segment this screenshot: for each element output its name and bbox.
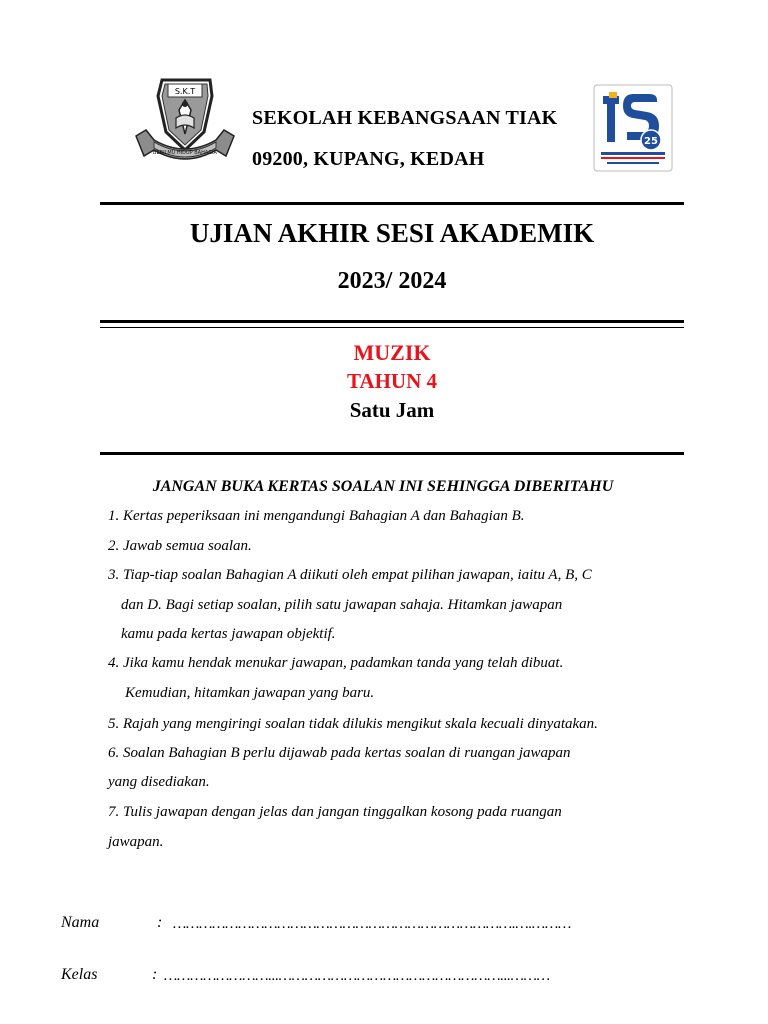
class-label: Kelas — [61, 966, 98, 983]
exam-title: UJIAN AKHIR SESI AKADEMIK — [189, 218, 595, 248]
school-name: SEKOLAH KEBANGSAAN TIAK — [252, 107, 558, 129]
header-divider — [100, 202, 684, 205]
title-divider-top — [100, 320, 684, 323]
class-field[interactable]: ……………………...……………………………………………...……… — [164, 968, 550, 984]
subject-name: MUZIK — [353, 340, 431, 365]
exam-duration: Satu Jam — [349, 398, 435, 422]
instruction-line: 7. Tulis jawapan dengan jelas dan jangan tinggalkan kosong pada ruangan — [108, 804, 562, 820]
crest-motto: BERILMU HIDUP BAHAGIA — [153, 150, 217, 156]
crest-initials: S.K.T — [174, 87, 196, 96]
instruction-line: dan D. Bagi setiap soalan, pilih satu jawapan sahaja. Hitamkan jawapan — [121, 597, 563, 613]
instruction-warning: JANGAN BUKA KERTAS SOALAN INI SEHINGGA DIBERITAHU — [152, 478, 614, 495]
instruction-line: jawapan. — [108, 834, 164, 850]
class-colon: : — [152, 966, 158, 983]
instruction-line: 4. Jika kamu hendak menukar jawapan, padamkan tanda yang telah dibuat. — [108, 655, 564, 671]
instruction-line: kamu pada kertas jawapan objektif. — [121, 626, 336, 642]
programme-logo — [593, 84, 673, 172]
name-label: Nama — [61, 914, 100, 931]
title-divider-bottom — [100, 327, 684, 328]
instruction-line: yang disediakan. — [108, 774, 210, 790]
instruction-line: 5. Rajah yang mengiringi soalan tidak dilukis mengikut skala kecuali dinyatakan. — [108, 716, 598, 732]
exam-year: 2023/ 2024 — [337, 268, 447, 294]
name-field[interactable]: …………………………………………………………………….….……… — [173, 916, 572, 932]
instruction-line: Kemudian, hitamkan jawapan yang baru. — [125, 685, 375, 701]
name-colon: : — [157, 914, 163, 931]
instruction-line: 6. Soalan Bahagian B perlu dijawab pada kertas soalan di ruangan jawapan — [108, 745, 571, 761]
programme-logo-number: 25 — [644, 136, 658, 147]
instruction-line: 2. Jawab semua soalan. — [108, 538, 252, 554]
school-crest-logo — [132, 74, 238, 172]
school-address: 09200, KUPANG, KEDAH — [252, 148, 485, 170]
instruction-line: 1. Kertas peperiksaan ini mengandungi Bahagian A dan Bahagian B. — [108, 508, 525, 524]
subject-divider — [100, 452, 684, 455]
instruction-line: 3. Tiap-tiap soalan Bahagian A diikuti oleh empat pilihan jawapan, iaitu A, B, C — [108, 567, 592, 583]
year-level: TAHUN 4 — [346, 369, 438, 393]
